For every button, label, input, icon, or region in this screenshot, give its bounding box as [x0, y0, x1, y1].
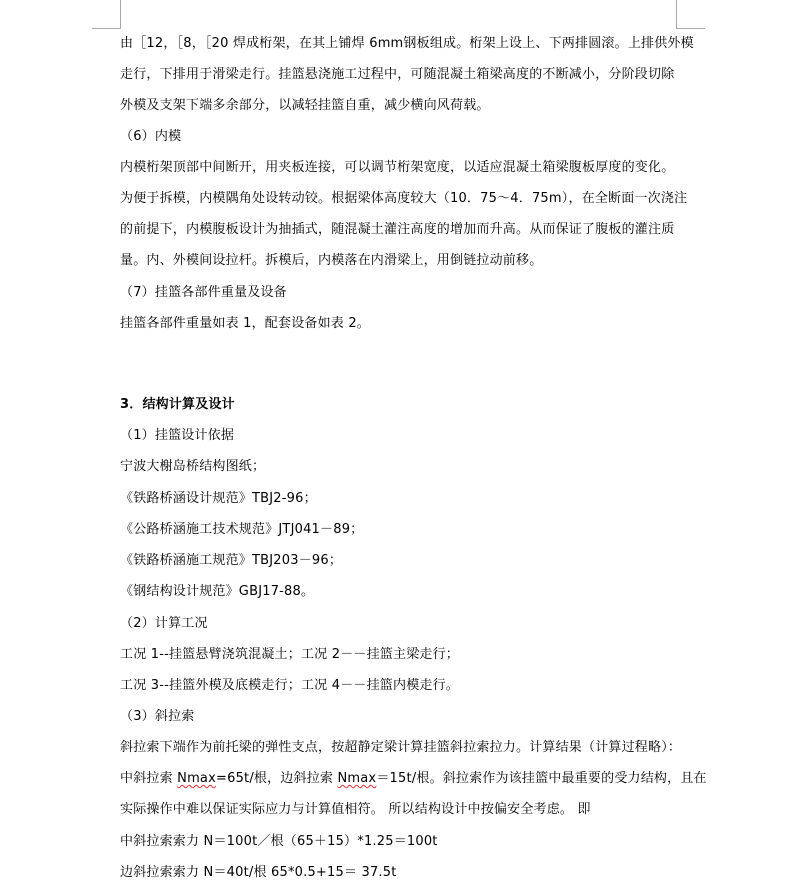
body-text-line: 外模及支架下端多余部分，以减轻挂篮自重，减少横向风荷载。: [120, 98, 490, 113]
body-text-line: 宁波大榭岛桥结构图纸；: [120, 459, 266, 474]
body-text-line: [120, 769, 707, 789]
body-text-line: 量。内、外模间设拉杆。拆模后，内模落在内滑梁上，用倒链拉动前移。: [120, 253, 543, 268]
body-text-line: 由［12，［8，［20 焊成桁架，在其上铺焊 6mm钢板组成。桁架上设上、下两排圆滚。上排供外模: [120, 36, 694, 51]
body-text-line: 走行，下排用于滑梁走行。挂篮悬浇施工过程中，可随混凝土箱梁高度的不断减小，分阶段切除: [120, 67, 675, 82]
body-text-line: 为便于拆模，内模隅角处设转动铰。根据梁体高度较大（10．75～4．75m），在全断面一次浇注: [120, 191, 688, 206]
crop-mark-top-left: [92, 0, 121, 29]
body-text-line: 挂篮各部件重量如表 1，配套设备如表 2。: [120, 316, 371, 331]
reference-item: 《公路桥涵施工技术规范》JTJ041－89；: [120, 522, 364, 537]
spellcheck-flagged-word[interactable]: Nmax: [337, 771, 377, 786]
reference-item: 《铁路桥涵设计规范》TBJ2-96；: [120, 491, 317, 506]
reference-item: 《钢结构设计规范》GBJ17-88。: [120, 584, 315, 599]
section-heading: （7）挂篮各部件重量及设备: [120, 285, 287, 300]
formula-line: 中斜拉索索力 N＝100t／根（65＋15）*1.25＝100t: [120, 834, 438, 849]
section-heading: （2）计算工况: [120, 616, 208, 631]
reference-item: 《铁路桥涵施工规范》TBJ203－96；: [120, 553, 343, 568]
text-run: =65t/根，边斜拉索: [216, 771, 338, 786]
text-run: 中斜拉索: [120, 771, 178, 786]
formula-line: 边斜拉索索力 N＝40t/根 65*0.5+15＝ 37.5t: [120, 865, 397, 880]
text-run: ＝15t/根。斜拉索作为该挂篮中最重要的受力结构，且在: [376, 771, 707, 786]
body-text-line: 工况 3--挂篮外模及底模走行；工况 4－－挂篮内模走行。: [120, 678, 459, 693]
section-heading: （1）挂篮设计依据: [120, 428, 235, 443]
body-text-line: 实际操作中难以保证实际应力与计算值相符。 所以结构设计中按偏安全考虑。 即: [120, 802, 591, 817]
section-heading: （3）斜拉索: [120, 709, 195, 724]
section-heading: （6）内模: [120, 129, 182, 144]
chapter-heading: 3．结构计算及设计: [120, 397, 235, 412]
body-text-line: 斜拉索下端作为前托梁的弹性支点，按超静定梁计算挂篮斜拉索拉力。计算结果（计算过程略）：: [120, 740, 682, 755]
body-text-line: 内模桁架顶部中间断开，用夹板连接，可以调节桁架宽度，以适应混凝土箱梁腹板厚度的变化。: [120, 160, 675, 175]
body-text-line: 的前提下，内模腹板设计为抽插式，随混凝土灌注高度的增加而升高。从而保证了腹板的灌注质: [120, 222, 675, 237]
body-text-line: 工况 1--挂篮悬臂浇筑混凝土；工况 2－－挂篮主梁走行；: [120, 647, 459, 662]
crop-mark-top-right: [676, 0, 705, 29]
spellcheck-flagged-word[interactable]: Nmax: [177, 771, 216, 786]
